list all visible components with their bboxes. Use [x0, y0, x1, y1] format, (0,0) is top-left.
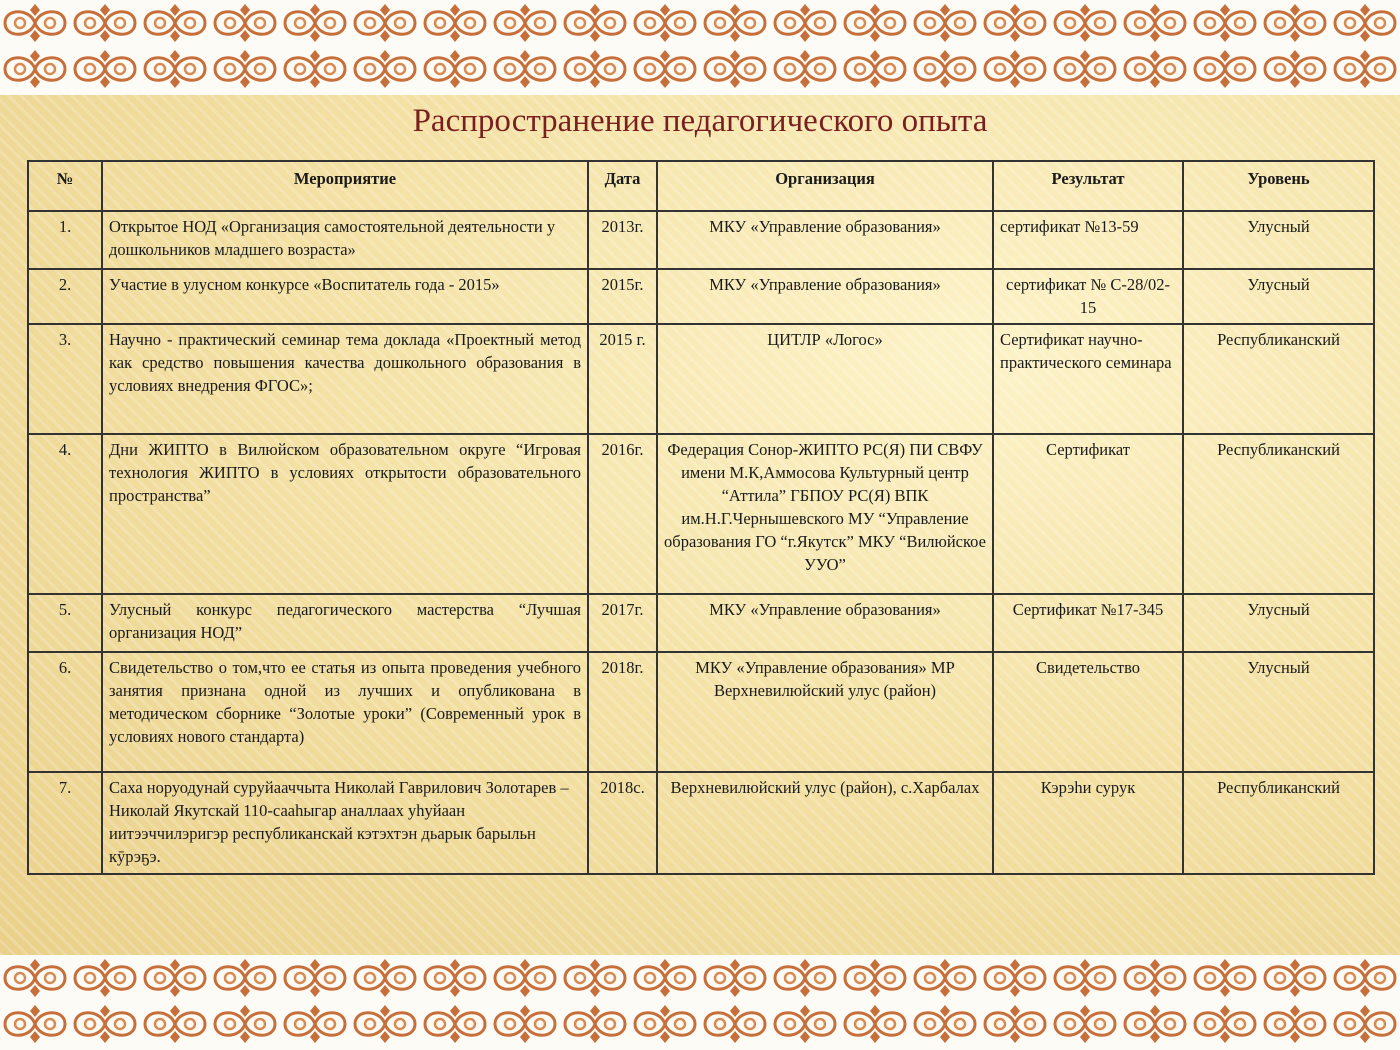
- row-result: сертификат № С-28/02-15: [993, 269, 1183, 324]
- row-number: 4.: [28, 434, 102, 594]
- header-number: №: [28, 161, 102, 211]
- row-organization: Федерация Сонор-ЖИПТО РС(Я) ПИ СВФУ имени М.К,Аммосова Культурный центр “Аттила” ГБПОУ РС(Я) ВПК им.Н.Г.Чернышевского МУ “Управление образования ГО “г.Якутск” МКУ “Вилюйское УУО”: [657, 434, 993, 594]
- header-result: Результат: [993, 161, 1183, 211]
- slide-title: Распространение педагогического опыта: [412, 103, 988, 139]
- table-row: [28, 434, 1374, 594]
- row-organization: МКУ «Управление образования»: [657, 211, 993, 269]
- row-result: сертификат №13-59: [993, 211, 1183, 269]
- row-result: Сертификат №17-345: [993, 594, 1183, 652]
- row-organization: ЦИТЛР «Логос»: [657, 324, 993, 434]
- header-event: Мероприятие: [102, 161, 588, 211]
- row-level: Улусный: [1183, 211, 1374, 269]
- row-result: Свидетельство: [993, 652, 1183, 772]
- row-level: Республиканский: [1183, 324, 1374, 434]
- table-row: [28, 211, 1374, 269]
- table-row: [28, 652, 1374, 772]
- row-number: 6.: [28, 652, 102, 772]
- row-date: 2016г.: [588, 434, 657, 594]
- row-level: Улусный: [1183, 594, 1374, 652]
- row-date: 2015 г.: [588, 324, 657, 434]
- row-event: Саха норуодунай суруйааччыта Николай Гаврилович Золотарев – Николай Якутскай 110-сааһыгар аналлаах уһуйаан иитээччилэригэр республиканскай кэтэхтэн дьарык барыльн кӯрэҕэ.: [102, 772, 588, 874]
- row-date: 2017г.: [588, 594, 657, 652]
- header-organization: Организация: [657, 161, 993, 211]
- row-event: Научно - практический семинар тема доклада «Проектный метод как средство повышения качества дошкольного образования в условиях внедрения ФГОС»;: [102, 324, 588, 434]
- row-event: Свидетельство о том,что ее статья из опыта проведения учебного занятия признана одной из лучших и опубликована в методическом сборнике “Золотые уроки” (Современный урок в условиях нового стандарта): [102, 652, 588, 772]
- table-header-row: [28, 161, 1374, 211]
- row-number: 1.: [28, 211, 102, 269]
- row-date: 2015г.: [588, 269, 657, 324]
- table-row: [28, 269, 1374, 324]
- ornament-pattern-bottom: [0, 955, 1400, 1050]
- row-level: Улусный: [1183, 652, 1374, 772]
- row-organization: МКУ «Управление образования» МР Верхневилюйский улус (район): [657, 652, 993, 772]
- row-event: Дни ЖИПТО в Вилюйском образовательном округе “Игровая технология ЖИПТО в условиях открытости образовательного пространства”: [102, 434, 588, 594]
- row-number: 5.: [28, 594, 102, 652]
- header-date: Дата: [588, 161, 657, 211]
- row-event: Улусный конкурс педагогического мастерства “Лучшая организация НОД”: [102, 594, 588, 652]
- row-result: Сертификат: [993, 434, 1183, 594]
- header-level: Уровень: [1183, 161, 1374, 211]
- row-level: Республиканский: [1183, 434, 1374, 594]
- row-event: Участие в улусном конкурсе «Воспитатель года - 2015»: [102, 269, 588, 324]
- ornament-pattern-top: [0, 0, 1400, 95]
- row-date: 2018с.: [588, 772, 657, 874]
- table-row: [28, 772, 1374, 874]
- slide-content: [0, 95, 1400, 955]
- row-result: Кэрэһи сурук: [993, 772, 1183, 874]
- row-organization: МКУ «Управление образования»: [657, 594, 993, 652]
- row-number: 2.: [28, 269, 102, 324]
- row-result: Сертификат научно-практического семинара: [993, 324, 1183, 434]
- row-level: Республиканский: [1183, 772, 1374, 874]
- row-organization: МКУ «Управление образования»: [657, 269, 993, 324]
- experience-table: [27, 160, 1375, 875]
- table-row: [28, 324, 1374, 434]
- row-event: Открытое НОД «Организация самостоятельной деятельности у дошкольников младшего возраста»: [102, 211, 588, 269]
- top-ornament-border: [0, 0, 1400, 95]
- row-number: 3.: [28, 324, 102, 434]
- table-row: [28, 594, 1374, 652]
- bottom-ornament-border: [0, 955, 1400, 1050]
- row-level: Улусный: [1183, 269, 1374, 324]
- row-organization: Верхневилюйский улус (район), с.Харбалах: [657, 772, 993, 874]
- row-number: 7.: [28, 772, 102, 874]
- row-date: 2013г.: [588, 211, 657, 269]
- row-date: 2018г.: [588, 652, 657, 772]
